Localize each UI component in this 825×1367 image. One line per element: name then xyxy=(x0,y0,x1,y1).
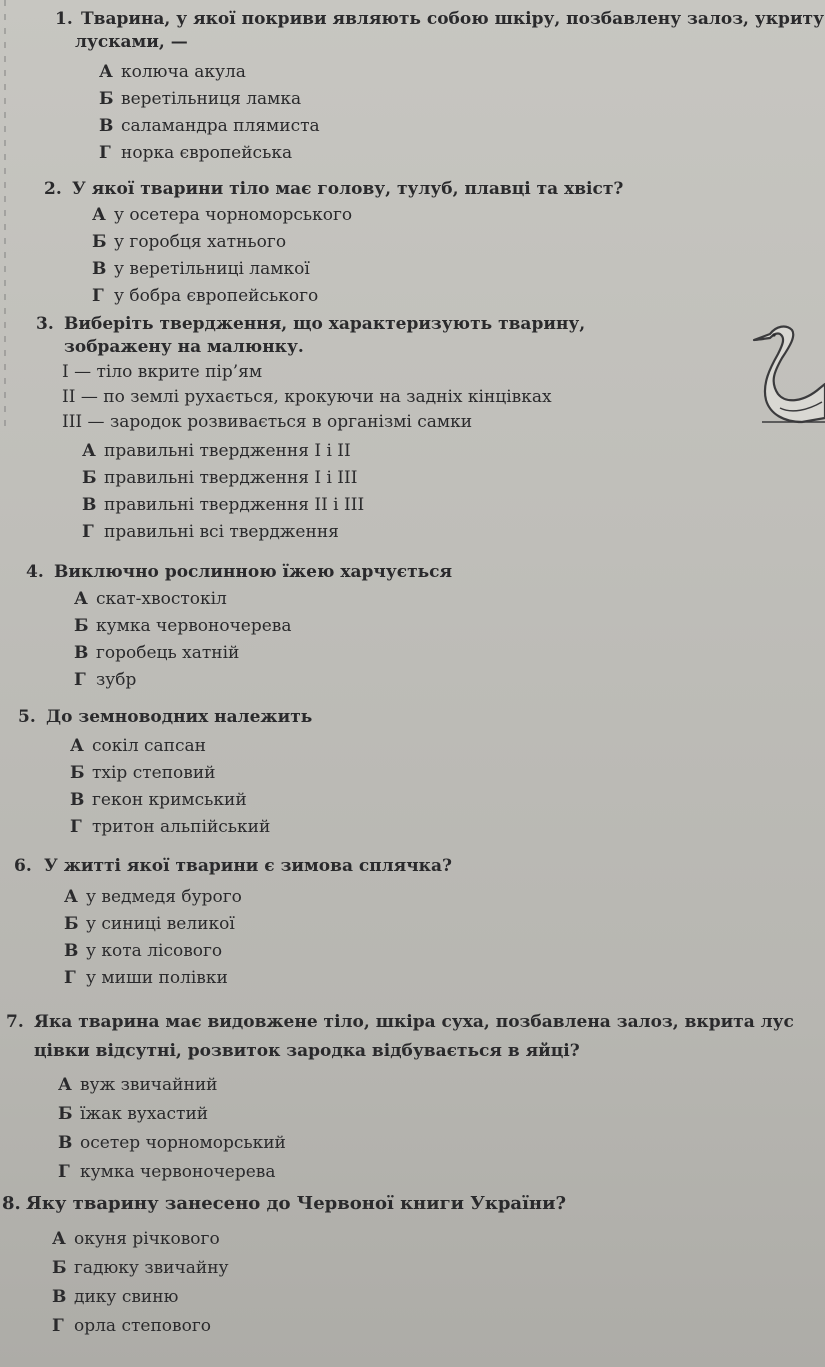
option-text: колюча акула xyxy=(121,62,246,82)
answer-option[interactable] xyxy=(74,613,452,640)
answer-option[interactable] xyxy=(74,667,452,694)
option-text: у миши полівки xyxy=(86,968,228,988)
option-text: у ведмедя бурого xyxy=(86,887,242,907)
option-letter: Б xyxy=(64,914,79,934)
option-text: сокіл сапсан xyxy=(92,736,206,756)
option-text: правильні всі твердження xyxy=(104,522,339,542)
question-text xyxy=(18,706,312,729)
option-text: правильні твердження II і III xyxy=(104,495,365,515)
option-letter: А xyxy=(58,1075,72,1095)
option-text: кумка червоночерева xyxy=(80,1162,276,1182)
option-letter: В xyxy=(52,1287,67,1307)
question-prompt: У житті якої тварини є зимова сплячка? xyxy=(44,856,452,876)
swan-eye xyxy=(772,333,775,336)
option-text: гадюку звичайну xyxy=(74,1258,229,1278)
option-text: тритон альпійський xyxy=(92,817,271,837)
option-letter: Б xyxy=(82,468,97,488)
option-letter: В xyxy=(58,1133,73,1153)
option-text: осетер чорноморський xyxy=(80,1133,286,1153)
answer-option[interactable] xyxy=(99,59,824,86)
answer-option[interactable] xyxy=(92,202,623,229)
question-text xyxy=(6,1011,794,1034)
option-letter: В xyxy=(74,643,89,663)
option-letter: Г xyxy=(52,1316,64,1336)
option-text: їжак вухастий xyxy=(80,1104,209,1124)
option-letter: Б xyxy=(74,616,89,636)
answer-option[interactable] xyxy=(92,256,623,283)
question-prompt: Яка тварина має видовжене тіло, шкіра суха, позбавлена залоз, вкрита лус xyxy=(34,1012,794,1032)
option-text: кумка червоночерева xyxy=(96,616,292,636)
option-letter: Г xyxy=(99,143,111,163)
answer-option[interactable] xyxy=(70,787,312,814)
answer-option[interactable] xyxy=(58,1071,794,1100)
answer-option[interactable] xyxy=(99,86,824,113)
question-4 xyxy=(26,561,452,694)
question-8 xyxy=(2,1192,566,1341)
option-letter: Г xyxy=(92,286,104,306)
question-7 xyxy=(6,1011,794,1187)
question-text xyxy=(44,178,623,201)
question-prompt: Виключно рослинною їжею харчується xyxy=(54,562,453,582)
option-text: у синиці великої xyxy=(86,914,235,934)
question-number: 7. xyxy=(6,1012,24,1032)
swan-beak xyxy=(754,339,764,340)
answer-option[interactable] xyxy=(52,1283,566,1312)
option-text: веретільниця ламка xyxy=(121,89,302,109)
option-letter: Б xyxy=(92,232,107,252)
swan-outline xyxy=(754,327,825,422)
question-prompt: Тварина, у якої покриви являють собою шкіру, позбавлену залоз, укриту xyxy=(81,9,824,29)
answer-option[interactable] xyxy=(92,229,623,256)
option-letter: В xyxy=(70,790,85,810)
answer-option[interactable] xyxy=(74,586,452,613)
option-text: горобець хатній xyxy=(96,643,240,663)
option-text: гекон кримський xyxy=(92,790,247,810)
answer-option[interactable] xyxy=(74,640,452,667)
option-letter: В xyxy=(92,259,107,279)
question-2 xyxy=(44,178,623,310)
option-letter: Г xyxy=(70,817,82,837)
answer-option[interactable] xyxy=(58,1129,794,1158)
option-text: норка європейська xyxy=(121,143,293,163)
question-prompt-continued: лусками, — xyxy=(75,32,188,52)
option-letter: А xyxy=(99,62,113,82)
question-text xyxy=(55,8,824,31)
question-number: 3. xyxy=(36,314,54,334)
option-letter: А xyxy=(74,589,88,609)
option-text: у горобця хатнього xyxy=(114,232,287,252)
answer-option[interactable] xyxy=(70,814,312,841)
question-text xyxy=(14,855,452,878)
question-number: 4. xyxy=(26,562,44,582)
answer-option[interactable] xyxy=(52,1225,566,1254)
option-letter: Г xyxy=(82,522,94,542)
option-text: зубр xyxy=(96,670,137,690)
option-letter: В xyxy=(99,116,114,136)
statement-item: I — тіло вкрите пір’ям xyxy=(62,362,263,382)
option-letter: В xyxy=(64,941,79,961)
question-prompt: До земноводних належить xyxy=(46,707,313,727)
option-text: у веретільниці ламкої xyxy=(114,259,310,279)
answer-option[interactable] xyxy=(58,1100,794,1129)
question-prompt: Виберіть твердження, що характеризують тварину, xyxy=(64,314,586,334)
option-letter: Г xyxy=(58,1162,70,1182)
question-prompt-continued: зображену на малюнку. xyxy=(64,337,304,357)
option-letter: Б xyxy=(52,1258,67,1278)
question-text xyxy=(2,1192,566,1215)
question-number: 1. xyxy=(55,9,73,29)
option-letter: А xyxy=(52,1229,66,1249)
question-number: 6. xyxy=(14,856,32,876)
option-text: у бобра європейського xyxy=(114,286,319,306)
answer-option[interactable] xyxy=(99,113,824,140)
answer-option[interactable] xyxy=(82,465,585,492)
option-text: вуж звичайний xyxy=(80,1075,218,1095)
answer-option[interactable] xyxy=(99,140,824,167)
option-letter: А xyxy=(70,736,84,756)
answer-option[interactable] xyxy=(58,1158,794,1187)
question-number: 5. xyxy=(18,707,36,727)
option-letter: Б xyxy=(70,763,85,783)
option-letter: Б xyxy=(58,1104,73,1124)
answer-option[interactable] xyxy=(64,965,452,992)
question-prompt: Яку тварину занесено до Червоної книги України? xyxy=(26,1193,566,1214)
statement-item: II — по землі рухається, крокуючи на задніх кінцівках xyxy=(62,387,552,407)
option-text: у кота лісового xyxy=(86,941,223,961)
option-letter: Г xyxy=(74,670,86,690)
option-letter: Б xyxy=(99,89,114,109)
option-text: саламандра плямиста xyxy=(121,116,320,136)
answer-option[interactable] xyxy=(82,492,585,519)
answer-option[interactable] xyxy=(82,519,585,546)
question-text xyxy=(26,561,452,584)
answer-option[interactable] xyxy=(64,938,452,965)
option-text: орла степового xyxy=(74,1316,211,1336)
question-number: 8. xyxy=(2,1193,21,1214)
option-letter: В xyxy=(82,495,97,515)
option-text: правильні твердження I і II xyxy=(104,441,351,461)
option-letter: Г xyxy=(64,968,76,988)
answer-option[interactable] xyxy=(70,733,312,760)
answer-option[interactable] xyxy=(70,760,312,787)
option-text: у осетера чорноморського xyxy=(114,205,353,225)
option-text: правильні твердження I і III xyxy=(104,468,358,488)
swan-illustration xyxy=(752,318,825,426)
option-letter: А xyxy=(92,205,106,225)
option-letter: А xyxy=(82,441,96,461)
question-prompt-continued: цівки відсутні, розвиток зародка відбувається в яйці? xyxy=(34,1041,580,1061)
answer-option[interactable] xyxy=(64,911,452,938)
statement-item: III — зародок розвивається в організмі самки xyxy=(62,412,473,432)
question-5 xyxy=(18,706,312,841)
question-prompt: У якої тварини тіло має голову, тулуб, плавці та хвіст? xyxy=(72,179,624,199)
answer-option[interactable] xyxy=(52,1254,566,1283)
option-letter: А xyxy=(64,887,78,907)
question-number: 2. xyxy=(44,179,62,199)
page-fold-line xyxy=(4,0,6,430)
option-text: тхір степовий xyxy=(92,763,216,783)
option-text: скат-хвостокіл xyxy=(96,589,227,609)
option-text: окуня річкового xyxy=(74,1229,220,1249)
question-text xyxy=(36,313,585,336)
question-1 xyxy=(55,8,824,167)
answer-option[interactable] xyxy=(52,1312,566,1341)
answer-option[interactable] xyxy=(82,438,585,465)
question-6 xyxy=(14,855,452,992)
question-3 xyxy=(36,313,585,546)
answer-option[interactable] xyxy=(64,884,452,911)
answer-option[interactable] xyxy=(92,283,623,310)
option-text: дику свиню xyxy=(74,1287,179,1307)
